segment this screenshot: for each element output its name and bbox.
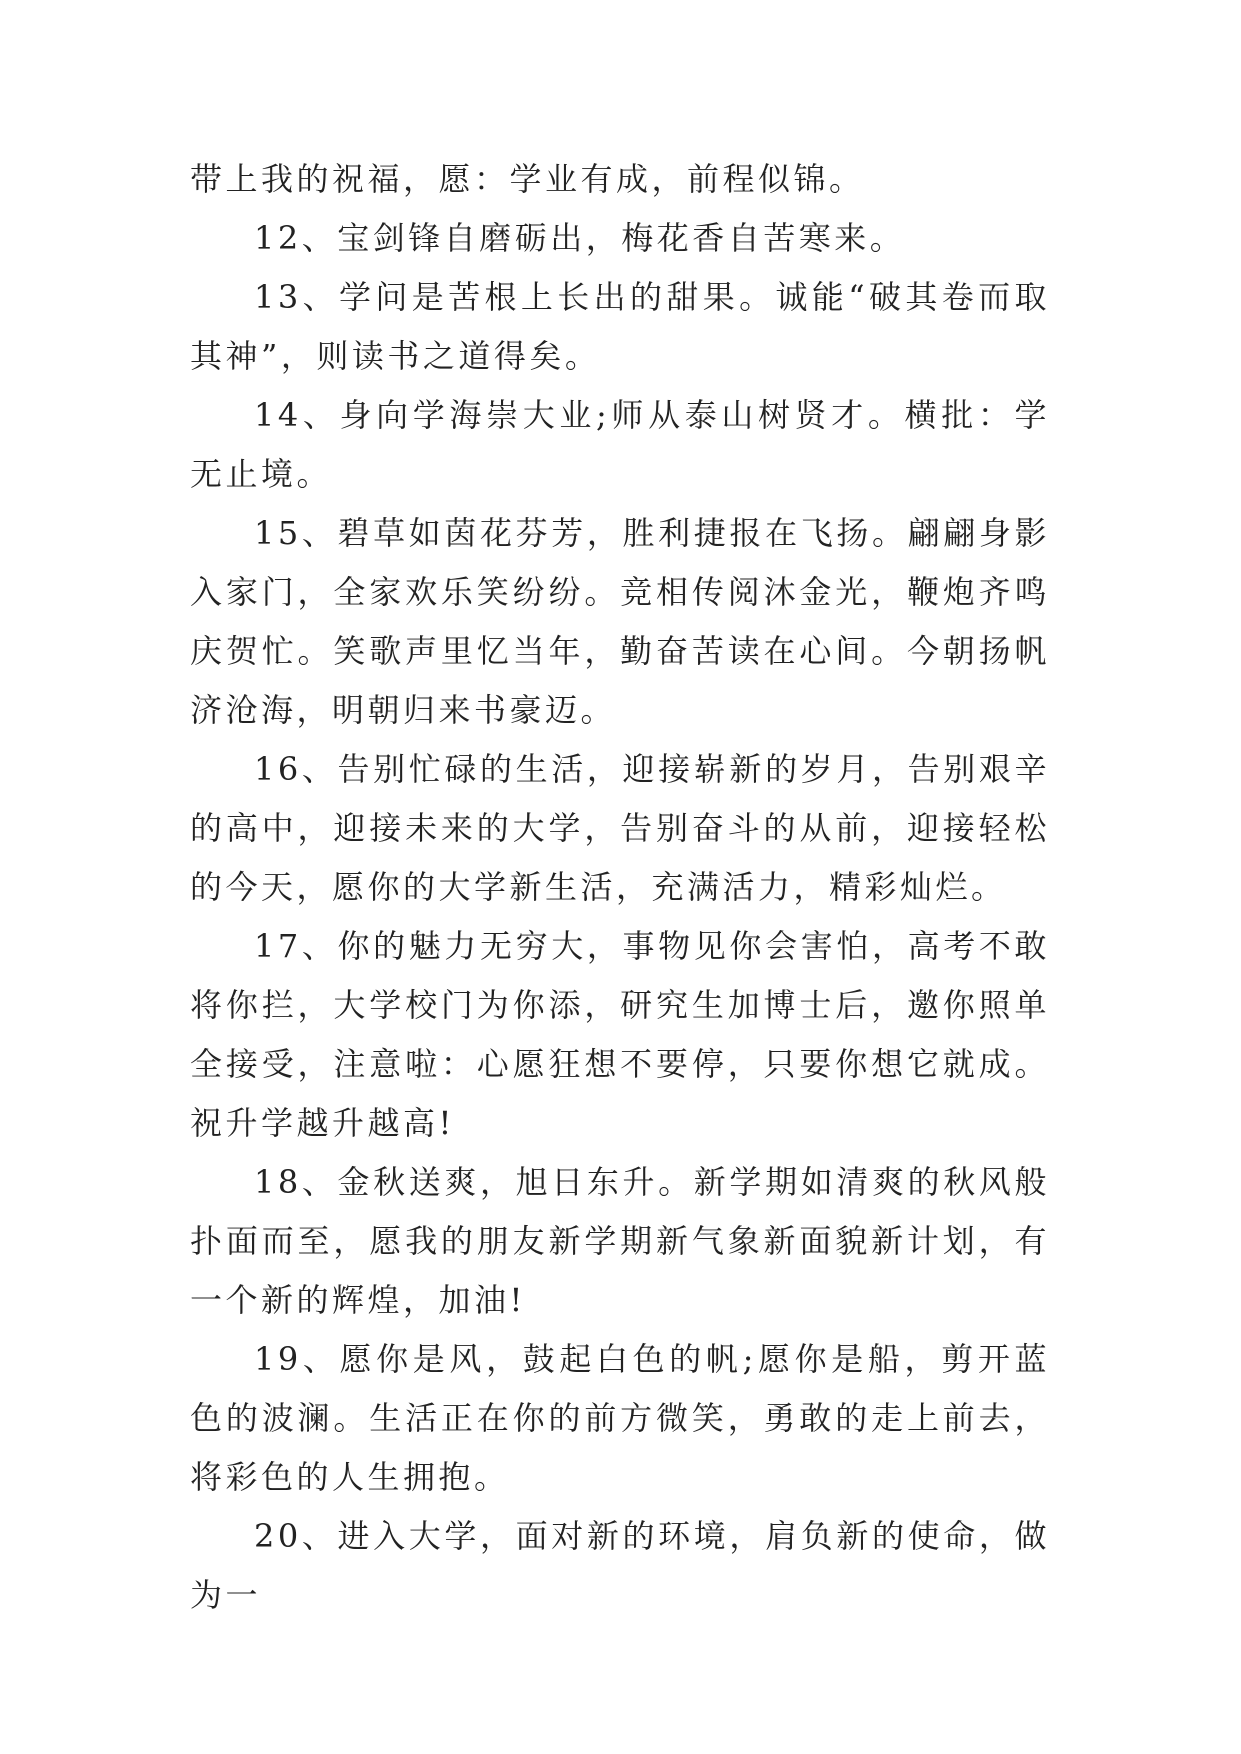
paragraph-item-20: 20、进入大学，面对新的环境，肩负新的使命，做为一 [190,1517,1050,1614]
paragraph-item-18: 18、金秋送爽，旭日东升。新学期如清爽的秋风般扑面而至，愿我的朋友新学期新气象新面貌新计划，有一个新的辉煌，加油! [190,1163,1050,1319]
paragraph-item-13: 13、学问是苦根上长出的甜果。诚能“破其卷而取其神”，则读书之道得矣。 [190,278,1050,375]
paragraph-item-17: 17、你的魅力无穷大，事物见你会害怕，高考不敢将你拦，大学校门为你添，研究生加博士后，邀你照单全接受，注意啦：心愿狂想不要停，只要你想它就成。祝升学越升越高! [190,927,1050,1142]
paragraph-item-14: 14、身向学海崇大业;师从泰山树贤才。横批：学无止境。 [190,396,1050,493]
paragraph-item-19: 19、愿你是风，鼓起白色的帆;愿你是船，剪开蓝色的波澜。生活正在你的前方微笑，勇敢的走上前去，将彩色的人生拥抱。 [190,1340,1050,1496]
paragraph-item-12: 12、宝剑锋自磨砺出，梅花香自苦寒来。 [254,219,906,257]
paragraph-continuation: 带上我的祝福，愿：学业有成，前程似锦。 [190,160,865,198]
paragraph-item-15: 15、碧草如茵花芬芳，胜利捷报在飞扬。翩翩身影入家门，全家欢乐笑纷纷。竞相传阅沐金光，鞭炮齐鸣庆贺忙。笑歌声里忆当年，勤奋苦读在心间。今朝扬帆济沧海，明朝归来书豪迈。 [190,514,1050,729]
paragraph-item-16: 16、告别忙碌的生活，迎接崭新的岁月，告别艰辛的高中，迎接未来的大学，告别奋斗的从前，迎接轻松的今天，愿你的大学新生活，充满活力，精彩灿烂。 [190,750,1050,906]
document-body [190,150,1050,1625]
